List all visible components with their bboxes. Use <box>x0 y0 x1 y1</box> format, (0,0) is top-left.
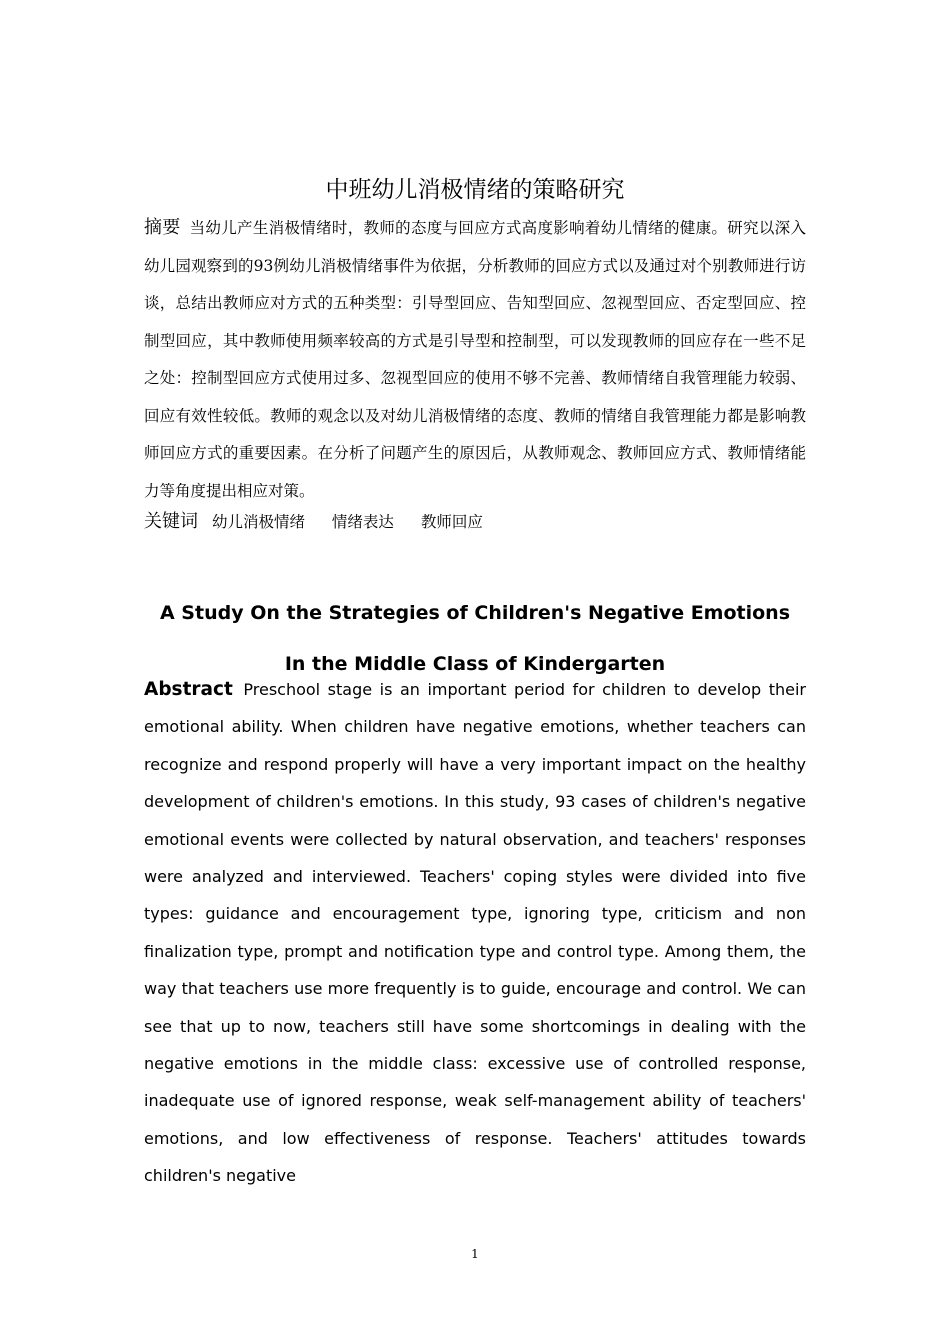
page-number: 1 <box>471 1247 479 1261</box>
chinese-keywords-label: 关键词 <box>144 511 198 532</box>
chinese-title: 中班幼儿消极情绪的策略研究 <box>325 177 625 203</box>
keyword: 情绪表达 <box>331 513 394 531</box>
chinese-abstract <box>144 209 806 510</box>
english-abstract-label: Abstract <box>144 679 233 700</box>
english-abstract-text: Preschool stage is an important period for children to develop their emotional ability. When children have negative emotions, whether teachers can recognize and respond properly will have a very important impact on the healthy development of children's emotions. In this study, 93 cases of children's negative emotional events were collected by natural observation, and teachers' responses were analyzed and interviewed. Teachers' coping styles were divided into five types: guidance and encouragement type, ignoring type, criticism and non finalization type, prompt and notification type and control type. Among them, the way that teachers use more frequently is to guide, encourage and control. We can see that up to now, teachers still have some shortcomings in dealing with the negative emotions in the middle class: excessive use of controlled response, inadequate use of ignored response, weak self-management ability of teachers' emotions, and low effectiveness of response. Teachers' attitudes towards children's negative <box>144 680 806 1186</box>
keyword: 幼儿消极情绪 <box>211 513 305 531</box>
english-title-line-1: A Study On the Strategies of Children's Negative Emotions <box>159 602 791 624</box>
english-title-line-2: In the Middle Class of Kindergarten <box>284 653 666 675</box>
chinese-abstract-label: 摘要 <box>144 217 181 238</box>
english-abstract <box>144 671 806 1195</box>
keyword: 教师回应 <box>420 513 483 531</box>
chinese-keywords <box>144 506 806 538</box>
chinese-abstract-text: 当幼儿产生消极情绪时，教师的态度与回应方式高度影响着幼儿情绪的健康。研究以深入幼儿园观察到的93例幼儿消极情绪事件为依据，分析教师的回应方式以及通过对个别教师进行访谈，总结出教师应对方式的五种类型：引导型回应、告知型回应、忽视型回应、否定型回应、控制型回应，其中教师使用频率较高的方式是引导型和控制型，可以发现教师的回应存在一些不足之处：控制型回应方式使用过多、忽视型回应的使用不够不完善、教师情绪自我管理能力较弱、回应有效性较低。教师的观念以及对幼儿消极情绪的态度、教师的情绪自我管理能力都是影响教师回应方式的重要因素。在分析了问题产生的原因后，从教师观念、教师回应方式、教师情绪能力等角度提出相应对策。 <box>144 219 806 500</box>
